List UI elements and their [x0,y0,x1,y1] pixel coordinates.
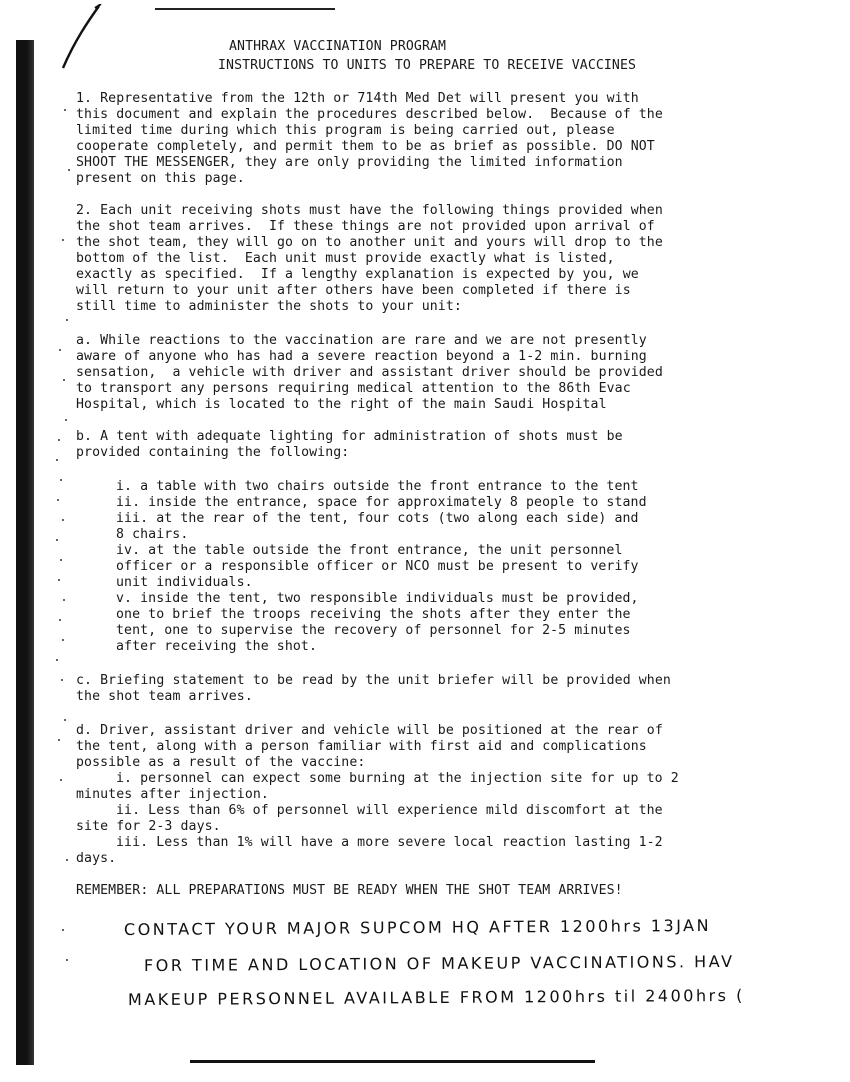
body-line: d. Driver, assistant driver and vehicle will be positioned at the rear of [76,723,663,738]
scan-margin-shadow [16,40,34,1065]
body-line: a. While reactions to the vaccination are rare and we are not presently [76,333,647,348]
body-line: i. personnel can expect some burning at the injection site for up to 2 [116,771,679,786]
body-line: aware of anyone who has had a severe reaction beyond a 1-2 min. burning [76,349,647,364]
reminder-line: REMEMBER: ALL PREPARATIONS MUST BE READY WHEN THE SHOT TEAM ARRIVES! [76,883,623,898]
body-line: iii. Less than 1% will have a more severe local reaction lasting 1-2 [116,835,663,850]
body-line: iv. at the table outside the front entrance, the unit personnel [116,543,623,558]
bottom-rule [190,1060,595,1063]
body-line: ii. inside the entrance, space for approximately 8 people to stand [116,495,647,510]
body-line: will return to your unit after others have been completed if there is [76,283,631,298]
body-line: 2. Each unit receiving shots must have the following things provided when [76,203,663,218]
body-line: days. [76,851,117,866]
body-line: Hospital, which is located to the right of the main Saudi Hospital [76,397,607,412]
handwritten-note-line: MAKEUP PERSONNEL AVAILABLE FROM 1200hrs til 2400hrs ( [127,985,745,1010]
body-line: i. a table with two chairs outside the front entrance to the tent [116,479,639,494]
body-line: v. inside the tent, two responsible individuals must be provided, [116,591,639,606]
body-line: minutes after injection. [76,787,269,802]
body-line: provided containing the following: [76,445,350,460]
body-line: 8 chairs. [116,527,189,542]
body-line: ii. Less than 6% of personnel will experience mild discomfort at the [116,803,663,818]
body-line: one to brief the troops receiving the shots after they enter the [116,607,631,622]
handwritten-note-line: FOR TIME AND LOCATION OF MAKEUP VACCINATIONS. HAV [143,951,735,976]
pen-stroke-mark [55,4,115,74]
body-line: unit individuals. [116,575,253,590]
body-line: the shot team arrives. [76,689,253,704]
body-line: b. A tent with adequate lighting for administration of shots must be [76,429,623,444]
body-line: site for 2-3 days. [76,819,221,834]
body-line: 1. Representative from the 12th or 714th Med Det will present you with [76,91,639,106]
document-subtitle: INSTRUCTIONS TO UNITS TO PREPARE TO RECEIVE VACCINES [218,58,637,73]
body-line: bottom of the list. Each unit must provide exactly what is listed, [76,251,615,266]
body-line: SHOOT THE MESSENGER, they are only providing the limited information [76,155,623,170]
body-line: tent, one to supervise the recovery of personnel for 2-5 minutes [116,623,631,638]
body-line: exactly as specified. If a lengthy explanation is expected by you, we [76,267,639,282]
body-line: c. Briefing statement to be read by the unit briefer will be provided when [76,673,671,688]
body-line: to transport any persons requiring medical attention to the 86th Evac [76,381,631,396]
handwritten-note-line: CONTACT YOUR MAJOR SUPCOM HQ AFTER 1200hrs 13JAN [123,915,712,940]
body-line: present on this page. [76,171,245,186]
body-line: after receiving the shot. [116,639,317,654]
body-line: the shot team, they will go on to another unit and yours will drop to the [76,235,663,250]
body-line: officer or a responsible officer or NCO must be present to verify [116,559,639,574]
body-line: limited time during which this program is being carried out, please [76,123,615,138]
body-line: the shot team arrives. If these things are not provided upon arrival of [76,219,655,234]
body-line: iii. at the rear of the tent, four cots (two along each side) and [116,511,639,526]
body-line: sensation, a vehicle with driver and assistant driver should be provided [76,365,663,380]
body-line: the tent, along with a person familiar with first aid and complications [76,739,647,754]
top-rule [155,8,335,10]
body-line: cooperate completely, and permit them to be as brief as possible. DO NOT [76,139,655,154]
body-line: still time to administer the shots to your unit: [76,299,462,314]
body-line: possible as a result of the vaccine: [76,755,366,770]
document-title: ANTHRAX VACCINATION PROGRAM [229,39,447,54]
body-line: this document and explain the procedures described below. Because of the [76,107,663,122]
